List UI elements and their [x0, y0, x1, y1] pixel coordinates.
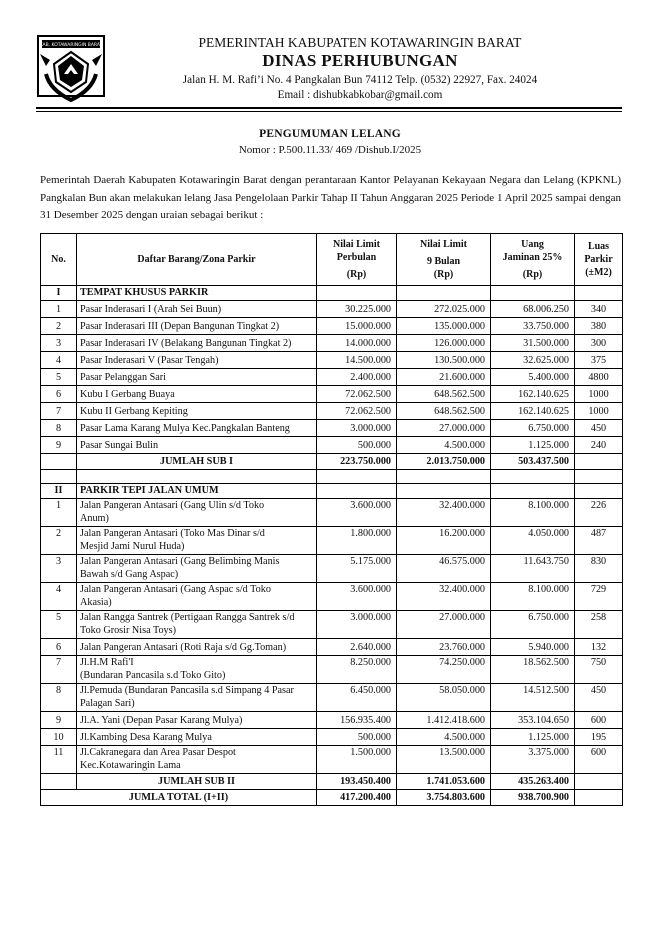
row-nine: 135.000.000 [397, 318, 491, 335]
row-monthly: 6.450.000 [317, 684, 397, 712]
row-name-line1: Jl.Kambing Desa Karang Mulya [80, 731, 212, 743]
row-deposit: 32.625.000 [491, 352, 575, 369]
row-name-line1: Jalan Pangeran Antasari (Toko Mas Dinar s/d [80, 528, 265, 539]
row-deposit: 6.750.000 [491, 420, 575, 437]
row-no: 3 [41, 335, 77, 352]
section-row [41, 484, 623, 499]
table-row [41, 437, 623, 454]
row-no: 2 [41, 318, 77, 335]
row-no: 8 [41, 684, 77, 712]
row-deposit: 33.750.000 [491, 318, 575, 335]
header-no: No. [41, 234, 77, 286]
header-area-c: (±M2) [585, 267, 612, 278]
row-name-line2: Palagan Sari) [80, 698, 135, 709]
row-name [77, 712, 317, 729]
header-area [575, 234, 623, 286]
row-deposit: 18.562.500 [491, 656, 575, 684]
row-monthly: 15.000.000 [317, 318, 397, 335]
row-no: 5 [41, 369, 77, 386]
row-area: 380 [575, 318, 623, 335]
row-no: 9 [41, 712, 77, 729]
row-no: 7 [41, 656, 77, 684]
row-nine: 23.760.000 [397, 639, 491, 656]
row-area: 258 [575, 611, 623, 639]
row-no: 4 [41, 352, 77, 369]
row-deposit: 5.400.000 [491, 369, 575, 386]
row-monthly: 3.000.000 [317, 420, 397, 437]
row-monthly: 156.935.400 [317, 712, 397, 729]
row-name: Pasar Lama Karang Mulya Kec.Pangkalan Banteng [77, 420, 317, 437]
row-name: Pasar Inderasari V (Pasar Tengah) [77, 352, 317, 369]
row-area: 226 [575, 499, 623, 527]
letterhead-rule-thick [36, 107, 622, 109]
row-deposit: 1.125.000 [491, 437, 575, 454]
section-title: PARKIR TEPI JALAN UMUM [77, 484, 317, 499]
row-no: 1 [41, 301, 77, 318]
row-monthly: 8.250.000 [317, 656, 397, 684]
header-item: Daftar Barang/Zona Parkir [77, 234, 317, 286]
table-row [41, 318, 623, 335]
row-name [77, 729, 317, 746]
subtotal-deposit: 503.437.500 [491, 454, 575, 470]
table-row [41, 684, 623, 712]
header-limit-monthly-c: (Rp) [346, 269, 367, 280]
row-area: 4800 [575, 369, 623, 386]
subtotal-nine: 1.741.053.600 [397, 774, 491, 790]
subtotal-label: JUMLAH SUB I [77, 454, 317, 470]
row-nine: 27.000.000 [397, 611, 491, 639]
row-name: Pasar Inderasari I (Arah Sei Buun) [77, 301, 317, 318]
row-area: 750 [575, 656, 623, 684]
row-no: 8 [41, 420, 77, 437]
row-name: Kubu II Gerbang Kepiting [77, 403, 317, 420]
table-row [41, 611, 623, 639]
row-deposit: 162.140.625 [491, 386, 575, 403]
section-title: TEMPAT KHUSUS PARKIR [77, 286, 317, 301]
section-no: I [41, 286, 77, 301]
row-name-line1: Jl.H.M Rafi'I [80, 657, 134, 668]
header-area-b: Parkir [584, 254, 613, 265]
table-row [41, 712, 623, 729]
row-monthly: 72.062.500 [317, 403, 397, 420]
header-deposit [491, 234, 575, 286]
row-area: 340 [575, 301, 623, 318]
letterhead [150, 34, 570, 103]
table-row [41, 420, 623, 437]
row-deposit: 162.140.625 [491, 403, 575, 420]
row-deposit: 6.750.000 [491, 611, 575, 639]
row-area: 300 [575, 335, 623, 352]
total-deposit: 938.700.900 [491, 790, 575, 806]
row-deposit: 68.006.250 [491, 301, 575, 318]
row-area: 375 [575, 352, 623, 369]
row-nine: 58.050.000 [397, 684, 491, 712]
row-area: 195 [575, 729, 623, 746]
header-limit-9-a: Nilai Limit [420, 239, 467, 250]
row-monthly: 500.000 [317, 729, 397, 746]
table-row [41, 656, 623, 684]
row-nine: 1.412.418.600 [397, 712, 491, 729]
row-name [77, 611, 317, 639]
grand-total-row [41, 790, 623, 806]
row-name-line1: Jl.A. Yani (Depan Pasar Karang Mulya) [80, 714, 243, 726]
row-name: Pasar Inderasari III (Depan Bangunan Tingkat 2) [77, 318, 317, 335]
row-name-line1: Jl.Pemuda (Bundaran Pancasila s.d Simpang 4 Pasar [80, 685, 294, 696]
total-label: JUMLA TOTAL (I+II) [41, 790, 317, 806]
letterhead-address: Jalan H. M. Rafi’i No. 4 Pangkalan Bun 74112 Telp. (0532) 22927, Fax. 24024 [182, 74, 538, 86]
table-row [41, 403, 623, 420]
row-nine: 4.500.000 [397, 437, 491, 454]
row-nine: 74.250.000 [397, 656, 491, 684]
header-deposit-c: (Rp) [522, 269, 543, 280]
letterhead-rule-thin [36, 111, 622, 112]
table-row [41, 729, 623, 746]
letterhead-government: PEMERINTAH KABUPATEN KOTAWARINGIN BARAT [198, 35, 522, 50]
letterhead-agency: DINAS PERHUBUNGAN [262, 51, 458, 70]
row-monthly: 3.600.000 [317, 499, 397, 527]
subtotal-row [41, 774, 623, 790]
header-limit-9-months [397, 234, 491, 286]
row-name [77, 583, 317, 611]
row-name [77, 555, 317, 583]
table-row [41, 499, 623, 527]
table-row [41, 527, 623, 555]
table-row [41, 639, 623, 656]
row-nine: 32.400.000 [397, 583, 491, 611]
row-monthly: 1.500.000 [317, 746, 397, 774]
row-name-line2: Toko Grosir Nisa Toys) [80, 625, 177, 636]
row-name [77, 499, 317, 527]
row-deposit: 14.512.500 [491, 684, 575, 712]
row-area: 132 [575, 639, 623, 656]
row-monthly: 14.500.000 [317, 352, 397, 369]
header-limit-monthly-a: Nilai Limit [333, 239, 380, 250]
row-nine: 648.562.500 [397, 386, 491, 403]
letterhead-email: Email : dishubkabkobar@gmail.com [277, 89, 443, 101]
table-row [41, 746, 623, 774]
row-deposit: 8.100.000 [491, 583, 575, 611]
row-monthly: 30.225.000 [317, 301, 397, 318]
row-no: 2 [41, 527, 77, 555]
announcement-number: Nomor : P.500.11.33/ 469 /Dishub.I/2025 [238, 144, 422, 156]
kotawaringin-barat-emblem-logo [36, 34, 106, 106]
row-area: 450 [575, 684, 623, 712]
row-area: 487 [575, 527, 623, 555]
row-deposit: 1.125.000 [491, 729, 575, 746]
header-area-a: Luas [587, 241, 610, 252]
row-no: 6 [41, 639, 77, 656]
row-name: Pasar Pelanggan Sari [77, 369, 317, 386]
row-monthly: 3.000.000 [317, 611, 397, 639]
row-deposit: 4.050.000 [491, 527, 575, 555]
row-no: 6 [41, 386, 77, 403]
subtotal-row [41, 454, 623, 470]
section-row [41, 286, 623, 301]
row-area: 600 [575, 746, 623, 774]
row-name-line2: Kec.Kotawaringin Lama [80, 760, 181, 771]
header-limit-9-c: (Rp) [433, 269, 454, 280]
table-row [41, 301, 623, 318]
subtotal-nine: 2.013.750.000 [397, 454, 491, 470]
row-nine: 32.400.000 [397, 499, 491, 527]
row-nine: 4.500.000 [397, 729, 491, 746]
row-deposit: 11.643.750 [491, 555, 575, 583]
row-name-line2: Anum) [80, 513, 109, 524]
row-deposit: 5.940.000 [491, 639, 575, 656]
row-area: 1000 [575, 386, 623, 403]
row-name-line1: Jalan Rangga Santrek (Pertigaan Rangga Santrek s/d [80, 612, 295, 623]
subtotal-monthly: 193.450.400 [317, 774, 397, 790]
row-no: 11 [41, 746, 77, 774]
header-limit-9-b: 9 Bulan [426, 256, 461, 267]
total-monthly: 417.200.400 [317, 790, 397, 806]
row-nine: 126.000.000 [397, 335, 491, 352]
row-name-line2: Bawah s/d Gang Aspac) [80, 569, 179, 580]
blank-row [41, 470, 623, 484]
row-nine: 21.600.000 [397, 369, 491, 386]
row-name [77, 527, 317, 555]
row-nine: 27.000.000 [397, 420, 491, 437]
row-name-line1: Jalan Pangeran Antasari (Gang Ulin s/d Toko [80, 500, 265, 511]
row-name-line2: Akasia) [80, 597, 112, 608]
row-no: 5 [41, 611, 77, 639]
announcement-title: PENGUMUMAN LELANG [259, 128, 401, 140]
row-no: 10 [41, 729, 77, 746]
row-monthly: 72.062.500 [317, 386, 397, 403]
row-no: 1 [41, 499, 77, 527]
row-monthly: 500.000 [317, 437, 397, 454]
row-deposit: 8.100.000 [491, 499, 575, 527]
row-no: 3 [41, 555, 77, 583]
announcement-intro: Pemerintah Daerah Kabupaten Kotawaringin Barat dengan perantaraan Kantor Pelayanan Kekayaan Negara dan Lelang (KPKNL) Pangkalan Bun akan melakukan lelang Jasa Pengelolaan Parkir Tahap II Tahun Anggaran 2025 Periode 1 April 2025 sampai dengan 31 Desember 2025 dengan uraian sebagai berikut : [40, 174, 621, 221]
table-row [41, 352, 623, 369]
header-deposit-a: Uang [521, 239, 544, 250]
row-area: 600 [575, 712, 623, 729]
row-area: 450 [575, 420, 623, 437]
row-nine: 16.200.000 [397, 527, 491, 555]
row-deposit: 353.104.650 [491, 712, 575, 729]
row-monthly: 2.640.000 [317, 639, 397, 656]
subtotal-label: JUMLAH SUB II [77, 774, 317, 790]
table-row [41, 555, 623, 583]
row-name: Pasar Sungai Bulin [77, 437, 317, 454]
row-no: 9 [41, 437, 77, 454]
row-nine: 46.575.000 [397, 555, 491, 583]
row-area: 729 [575, 583, 623, 611]
row-name [77, 656, 317, 684]
section-no: II [41, 484, 77, 499]
row-nine: 648.562.500 [397, 403, 491, 420]
row-deposit: 3.375.000 [491, 746, 575, 774]
table-row [41, 386, 623, 403]
row-monthly: 14.000.000 [317, 335, 397, 352]
row-name-line1: Jalan Pangeran Antasari (Roti Raja s/d Gg.Toman) [80, 641, 287, 653]
row-monthly: 1.800.000 [317, 527, 397, 555]
row-monthly: 3.600.000 [317, 583, 397, 611]
row-name-line1: Jalan Pangeran Antasari (Gang Belimbing Manis [80, 556, 280, 567]
row-area: 240 [575, 437, 623, 454]
row-name-line2: Mesjid Jami Nurul Huda) [80, 541, 185, 552]
row-nine: 13.500.000 [397, 746, 491, 774]
row-name-line1: Jl.Cakranegara dan Area Pasar Despot [80, 747, 236, 758]
header-limit-monthly [317, 234, 397, 286]
total-nine: 3.754.803.600 [397, 790, 491, 806]
row-name-line1: Jalan Pangeran Antasari (Gang Aspac s/d Toko [80, 584, 271, 595]
auction-table [40, 233, 623, 806]
row-name-line2: (Bundaran Pancasila s.d Toko Gito) [80, 670, 226, 681]
row-name: Kubu I Gerbang Buaya [77, 386, 317, 403]
table-row [41, 583, 623, 611]
row-no: 4 [41, 583, 77, 611]
row-name: Pasar Inderasari IV (Belakang Bangunan Tingkat 2) [77, 335, 317, 352]
row-no: 7 [41, 403, 77, 420]
header-limit-monthly-b: Perbulan [336, 252, 377, 263]
row-area: 830 [575, 555, 623, 583]
row-monthly: 2.400.000 [317, 369, 397, 386]
table-row [41, 335, 623, 352]
row-deposit: 31.500.000 [491, 335, 575, 352]
table-header-row [41, 234, 623, 286]
header-deposit-b: Jaminan 25% [502, 252, 563, 263]
row-area: 1000 [575, 403, 623, 420]
row-nine: 272.025.000 [397, 301, 491, 318]
subtotal-monthly: 223.750.000 [317, 454, 397, 470]
row-monthly: 5.175.000 [317, 555, 397, 583]
row-name [77, 684, 317, 712]
row-name [77, 746, 317, 774]
table-row [41, 369, 623, 386]
row-nine: 130.500.000 [397, 352, 491, 369]
row-name [77, 639, 317, 656]
subtotal-deposit: 435.263.400 [491, 774, 575, 790]
logo-label: KAB. KOTAWARINGIN BARAT [39, 43, 103, 48]
